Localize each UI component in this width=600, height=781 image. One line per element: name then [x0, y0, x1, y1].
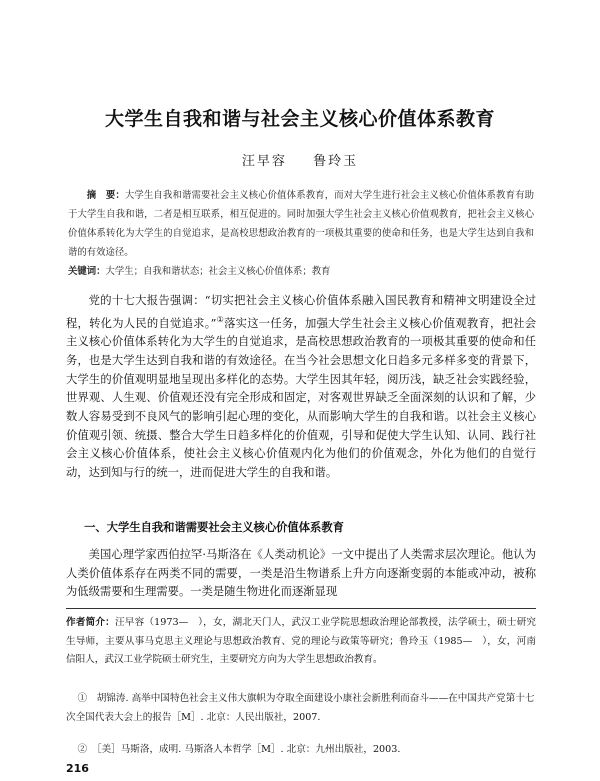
footnote-ref: ①	[216, 314, 225, 324]
abstract-label: 摘 要：	[86, 190, 125, 201]
keywords-text: 大学生；自我和谐状态；社会主义核心价值体系；教育	[105, 266, 331, 277]
author-bio-label: 作者简介：	[66, 617, 115, 628]
intro-text-1: 党的十七大报告强调：“切实把社会主义核心价值体系融入国民教育和精神文明建设全过程，转化为人民的自觉追求。”	[66, 294, 536, 330]
keywords	[68, 262, 534, 281]
footnote-divider	[66, 608, 536, 609]
footnote: ② ［美］马斯洛，成明. 马斯洛人本哲学［M］. 北京：九州出版社，2003.	[77, 744, 401, 755]
abstract-text: 大学生自我和谐需要社会主义核心价值体系教育，而对大学生进行社会主义核心价值体系教育有助于大学生自我和谐，二者是相互联系，相互促进的。同时加强大学生社会主义核心价值观教育，把社会主义核心价值体系转化为大学生的自觉追求，是高校思想政治教育的一项极其重要的使命和任务，也是大学生达到自我和谐的有效途径。	[68, 190, 534, 258]
author-line	[0, 150, 600, 169]
page-number: 216	[66, 762, 89, 775]
author-bio-text: 汪早容（1973— ），女，湖北天门人，武汉工业学院思想政治理论部教授，法学硕士，硕士研究生导师，主要从事马克思主义理论与思想政治教育、党的理论与政策等研究；鲁玲玉（1985— ），女，河南信阳人，武汉工业学院硕士研究生，主要研究方向为大学生思想政治教育。	[66, 617, 536, 665]
section-paragraph: 美国心理学家西伯拉罕·马斯洛在《人类动机论》一文中提出了人类需求层次理论。他认为人类价值体系存在两类不同的需要，一类是沿生物谱系上升方向逐渐变弱的本能或冲动，被称为低级需要和生理需要。一类是随生物进化而逐渐显现	[66, 548, 536, 599]
author-name: 鲁玲玉	[313, 154, 359, 169]
keywords-label: 关键词：	[68, 266, 106, 277]
intro-text-2: 落实这一任务，加强大学生社会主义核心价值观教育，把社会主义核心价值体系转化为大学生的自觉追求，是高校思想政治教育的一项极其重要的使命和任务，也是大学生达到自我和谐的有效途径。在当今社会思想文化日趋多元多样多变的背景下，大学生的价值观明显地呈现出多样化的态势。大学生因其年轻，阅历浅，缺乏社会实践经验，世界观、人生观、价值观还没有完全形成和固定，对客观世界缺乏全面深刻的认识和了解，少数人容易受到不良风气的影响引起心理的变化，从而影响大学生的自我和谐。以社会主义核心价值观引领、统摄、整合大学生日趋多样化的价值观，引导和促使大学生认知、认同、践行社会主义核心价值体系，使社会主义核心价值观内化为他们的价值观念，外化为他们的自觉行动，达到知与行的统一，进而促进大学生的自我和谐。	[66, 316, 536, 480]
intro-paragraph	[66, 292, 536, 483]
abstract	[68, 186, 534, 262]
section-heading: 一、大学生自我和谐需要社会主义核心价值体系教育	[84, 521, 344, 534]
article-title: 大学生自我和谐与社会主义核心价值体系教育	[104, 108, 495, 130]
author-name: 汪早容	[241, 154, 287, 169]
footnote: ① 胡锦涛. 高举中国特色社会主义伟大旗帜为夺取全面建设小康社会新胜利而奋斗——在中国共产党第十七次全国代表大会上的报告［M］. 北京：人民出版社，2007.	[66, 693, 535, 723]
author-bio	[66, 614, 536, 670]
